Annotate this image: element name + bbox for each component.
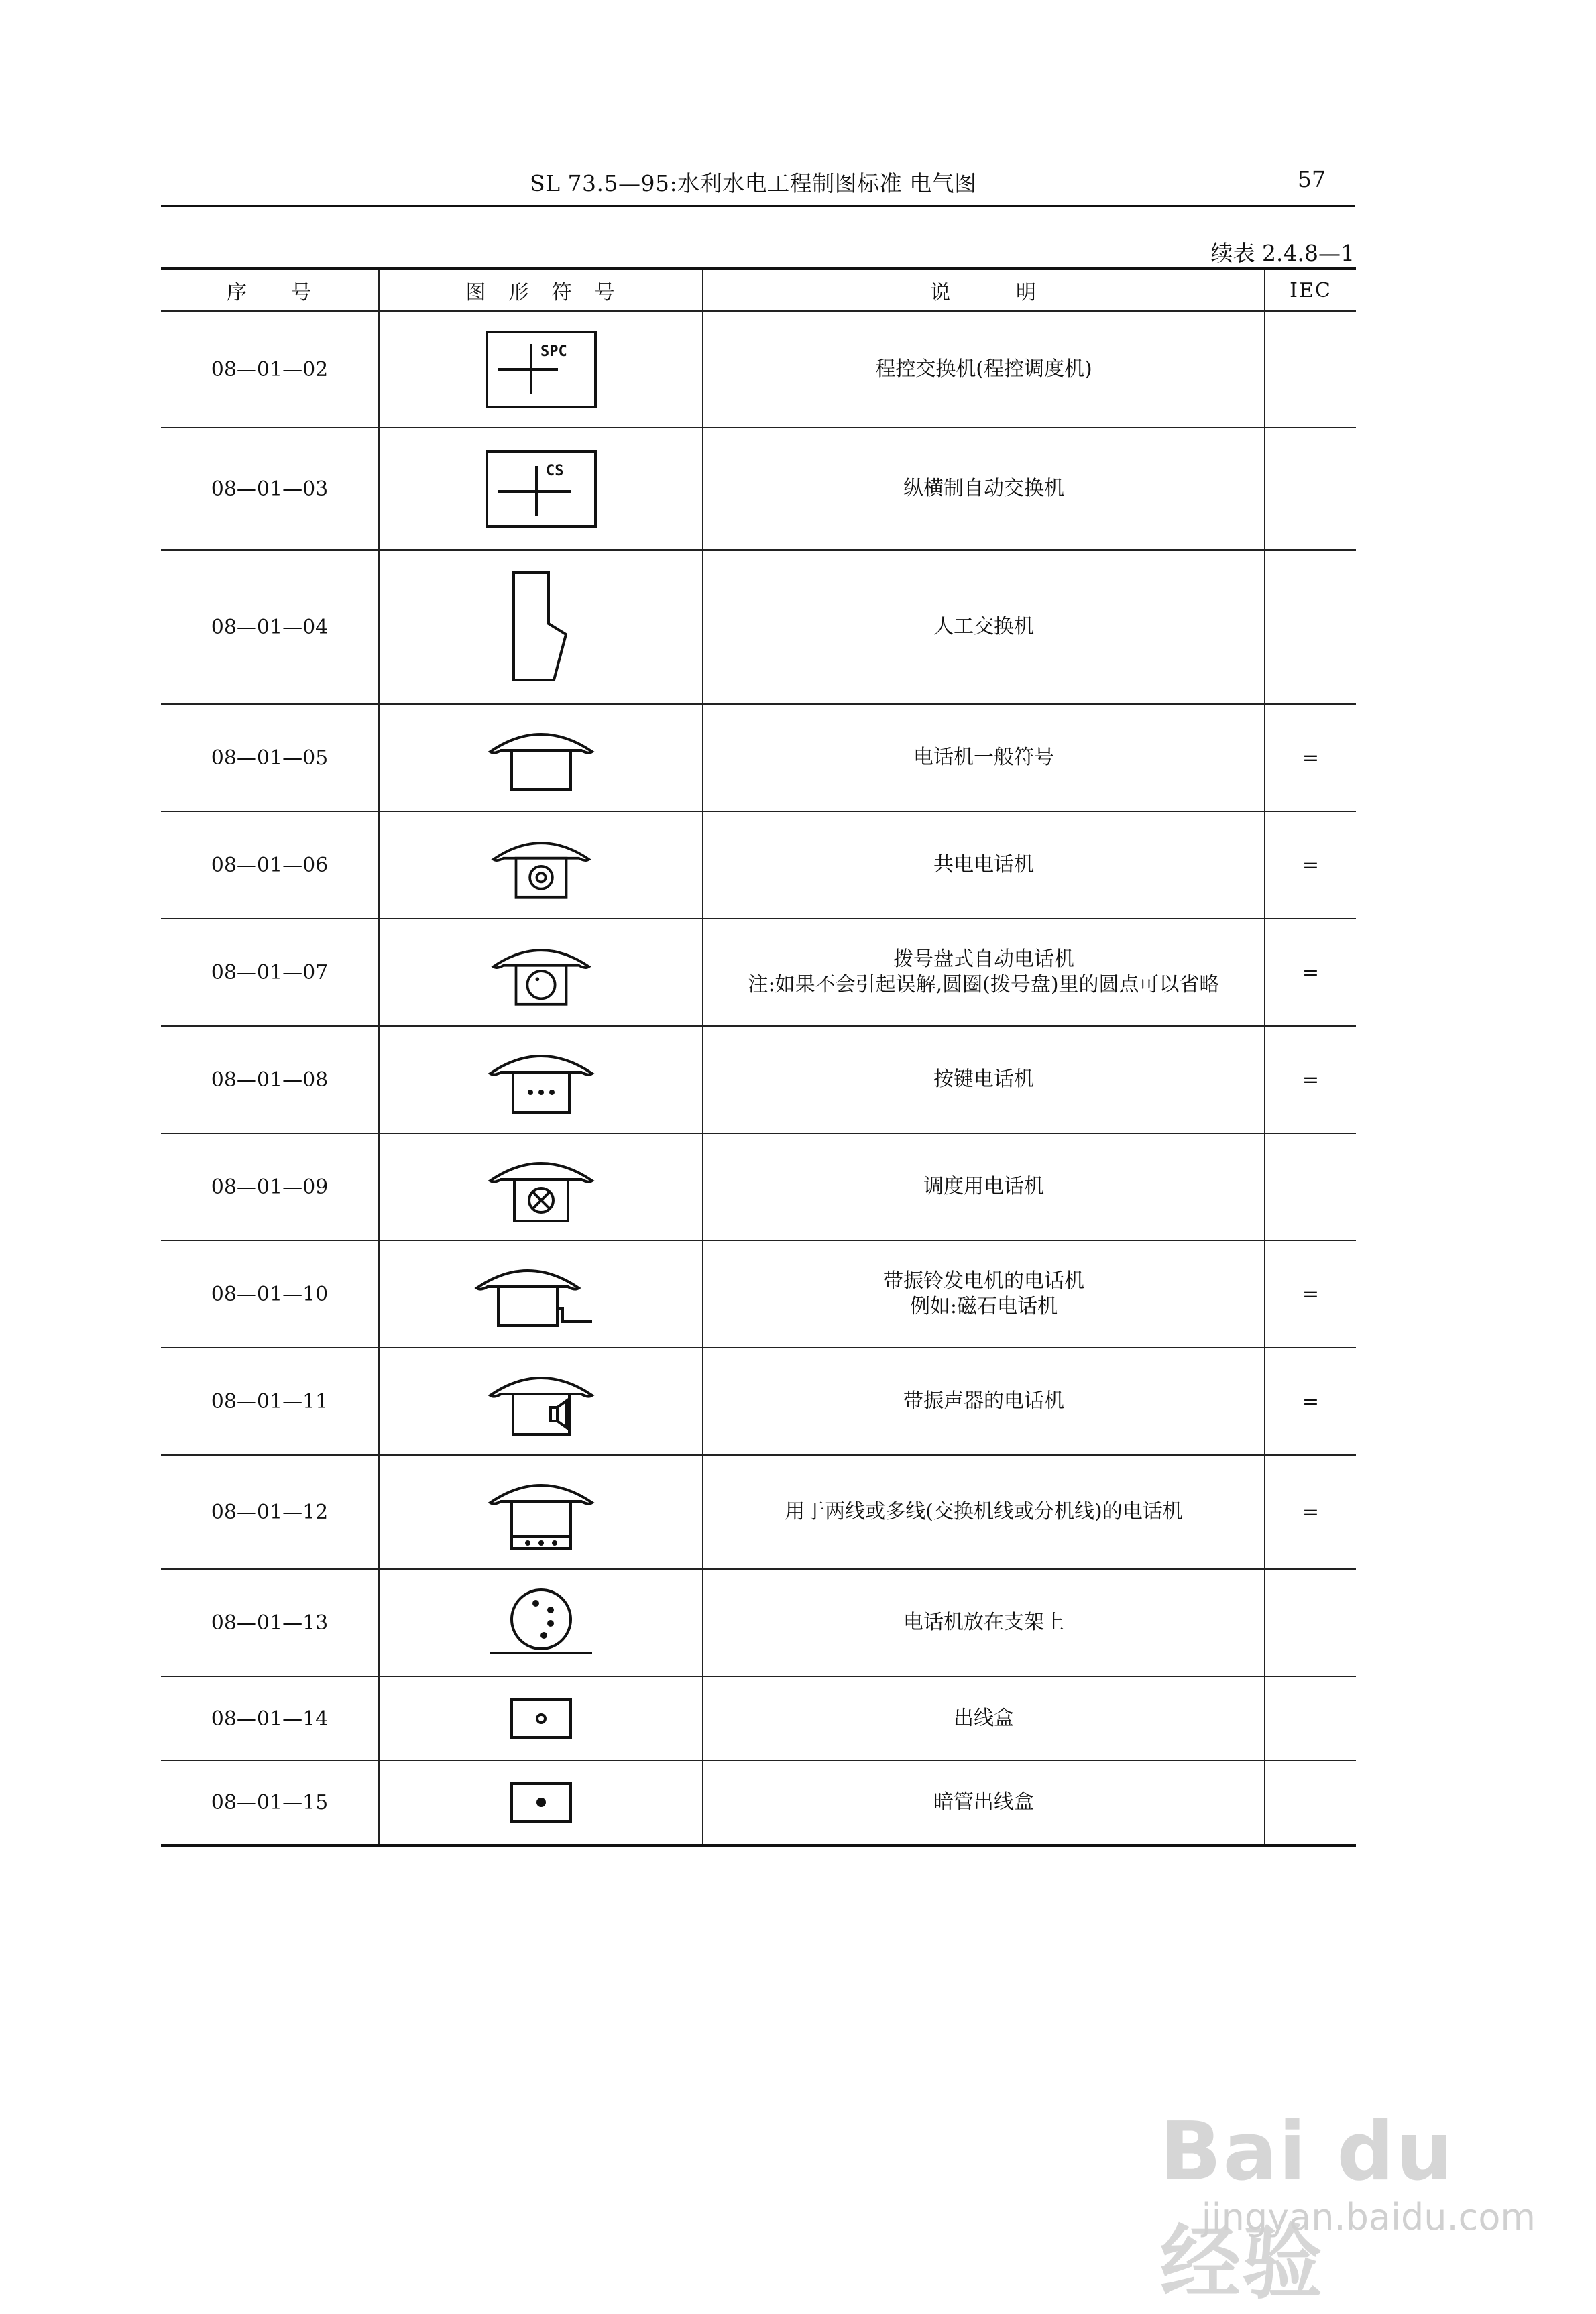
row-symbol bbox=[379, 1240, 703, 1348]
row-symbol bbox=[379, 1569, 703, 1676]
crossbar-exchange-icon bbox=[380, 449, 702, 529]
row-seq: 08—01—10 bbox=[161, 1240, 379, 1348]
description-line: 调度用电话机 bbox=[923, 1175, 1044, 1198]
table-header-row bbox=[161, 269, 1356, 312]
magneto-telephone-icon bbox=[380, 1257, 702, 1331]
row-symbol bbox=[379, 1133, 703, 1240]
page-number: 57 bbox=[1298, 166, 1326, 192]
row-symbol bbox=[379, 428, 703, 550]
row-symbol bbox=[379, 311, 703, 428]
row-description bbox=[703, 1240, 1265, 1348]
table-row bbox=[161, 1455, 1356, 1569]
description-line: 例如:磁石电话机 bbox=[909, 1295, 1058, 1318]
running-header-title: SL 73.5—95:水利水电工程制图标准 电气图 bbox=[530, 170, 977, 196]
description-line: 暗管出线盒 bbox=[933, 1790, 1034, 1814]
row-description bbox=[703, 1348, 1265, 1455]
header-rule bbox=[161, 205, 1355, 207]
row-seq: 08—01—09 bbox=[161, 1133, 379, 1240]
row-symbol bbox=[379, 1348, 703, 1455]
row-seq: 08—01—12 bbox=[161, 1455, 379, 1569]
row-seq: 08—01—04 bbox=[161, 550, 379, 704]
description-line: 按键电话机 bbox=[933, 1067, 1034, 1091]
description-line: 人工交换机 bbox=[933, 615, 1034, 638]
table-row bbox=[161, 1676, 1356, 1761]
description-line: 出线盒 bbox=[954, 1706, 1014, 1730]
row-iec-mark: = bbox=[1265, 1026, 1356, 1133]
dispatch-telephone-icon bbox=[380, 1150, 702, 1224]
description-line: 程控交换机(程控调度机) bbox=[875, 357, 1092, 381]
table-row bbox=[161, 311, 1356, 428]
row-iec-mark bbox=[1265, 428, 1356, 550]
row-symbol bbox=[379, 1455, 703, 1569]
column-header-iec: IEC bbox=[1265, 269, 1356, 312]
description-line: 带振声器的电话机 bbox=[903, 1389, 1064, 1413]
dial-telephone-icon bbox=[380, 935, 702, 1009]
row-iec-mark: = bbox=[1265, 919, 1356, 1026]
watermark-url: jingyan.baidu.com bbox=[1201, 2196, 1536, 2238]
manual-exchange-icon bbox=[380, 570, 702, 684]
row-description bbox=[703, 1761, 1265, 1845]
row-seq: 08—01—11 bbox=[161, 1348, 379, 1455]
description-line: 用于两线或多线(交换机线或分机线)的电话机 bbox=[785, 1500, 1183, 1523]
svg-text:SPC: SPC bbox=[540, 343, 567, 360]
row-seq: 08—01—06 bbox=[161, 811, 379, 919]
row-iec-mark bbox=[1265, 550, 1356, 704]
column-header-seq: 序 号 bbox=[161, 269, 379, 312]
row-description bbox=[703, 1133, 1265, 1240]
row-seq: 08—01—07 bbox=[161, 919, 379, 1026]
row-seq: 08—01—03 bbox=[161, 428, 379, 550]
row-seq: 08—01—15 bbox=[161, 1761, 379, 1845]
column-header-symbol: 图 形 符 号 bbox=[379, 269, 703, 312]
row-symbol bbox=[379, 1676, 703, 1761]
row-symbol bbox=[379, 811, 703, 919]
description-line: 纵横制自动交换机 bbox=[903, 477, 1064, 500]
table-row bbox=[161, 1026, 1356, 1133]
row-iec-mark bbox=[1265, 1569, 1356, 1676]
row-description bbox=[703, 1026, 1265, 1133]
spc-exchange-icon bbox=[380, 329, 702, 410]
table-row bbox=[161, 704, 1356, 811]
row-iec-mark: = bbox=[1265, 1348, 1356, 1455]
row-description bbox=[703, 428, 1265, 550]
table-row bbox=[161, 550, 1356, 704]
row-iec-mark: = bbox=[1265, 1240, 1356, 1348]
table-row bbox=[161, 1240, 1356, 1348]
table-caption: 续表 2.4.8—1 bbox=[1210, 240, 1355, 266]
description-line: 注:如果不会引起误解,圆圈(拨号盘)里的圆点可以省略 bbox=[748, 973, 1220, 996]
description-line: 共电电话机 bbox=[933, 853, 1034, 876]
outlet-box-icon bbox=[380, 1697, 702, 1740]
description-line: 带振铃发电机的电话机 bbox=[883, 1269, 1084, 1293]
row-iec-mark bbox=[1265, 1761, 1356, 1845]
row-iec-mark: = bbox=[1265, 704, 1356, 811]
multiline-telephone-icon bbox=[380, 1472, 702, 1552]
table-row bbox=[161, 1133, 1356, 1240]
table-row bbox=[161, 811, 1356, 919]
telephone-on-stand-icon bbox=[380, 1586, 702, 1660]
row-iec-mark bbox=[1265, 1133, 1356, 1240]
row-description bbox=[703, 1676, 1265, 1761]
loudspeaker-telephone-icon bbox=[380, 1365, 702, 1438]
description-line: 拨号盘式自动电话机 bbox=[893, 947, 1074, 971]
keypad-telephone-icon bbox=[380, 1043, 702, 1116]
row-description bbox=[703, 811, 1265, 919]
row-seq: 08—01—05 bbox=[161, 704, 379, 811]
row-description bbox=[703, 1569, 1265, 1676]
row-description bbox=[703, 550, 1265, 704]
row-iec-mark bbox=[1265, 1676, 1356, 1761]
row-symbol bbox=[379, 550, 703, 704]
svg-text:CS: CS bbox=[545, 463, 563, 479]
symbol-table bbox=[161, 267, 1356, 1847]
row-seq: 08—01—14 bbox=[161, 1676, 379, 1761]
row-description bbox=[703, 311, 1265, 428]
description-line: 电话机一般符号 bbox=[913, 746, 1054, 769]
row-symbol bbox=[379, 919, 703, 1026]
row-iec-mark: = bbox=[1265, 811, 1356, 919]
watermark-logo: Bai du 经验 bbox=[1160, 2105, 1455, 2310]
table-row bbox=[161, 1348, 1356, 1455]
row-symbol bbox=[379, 1761, 703, 1845]
row-description bbox=[703, 704, 1265, 811]
row-symbol bbox=[379, 704, 703, 811]
row-seq: 08—01—13 bbox=[161, 1569, 379, 1676]
row-iec-mark bbox=[1265, 311, 1356, 428]
row-seq: 08—01—02 bbox=[161, 311, 379, 428]
telephone-icon bbox=[380, 721, 702, 795]
row-iec-mark: = bbox=[1265, 1455, 1356, 1569]
column-header-desc: 说 明 bbox=[703, 269, 1265, 312]
row-description bbox=[703, 1455, 1265, 1569]
row-symbol bbox=[379, 1026, 703, 1133]
table-row bbox=[161, 1761, 1356, 1845]
baidu-jingyan-watermark bbox=[1133, 2038, 1549, 2310]
common-battery-telephone-icon bbox=[380, 828, 702, 902]
row-seq: 08—01—08 bbox=[161, 1026, 379, 1133]
table-row bbox=[161, 428, 1356, 550]
concealed-outlet-box-icon bbox=[380, 1781, 702, 1824]
table-row bbox=[161, 1569, 1356, 1676]
description-line: 电话机放在支架上 bbox=[903, 1611, 1064, 1634]
table-row bbox=[161, 919, 1356, 1026]
row-description bbox=[703, 919, 1265, 1026]
